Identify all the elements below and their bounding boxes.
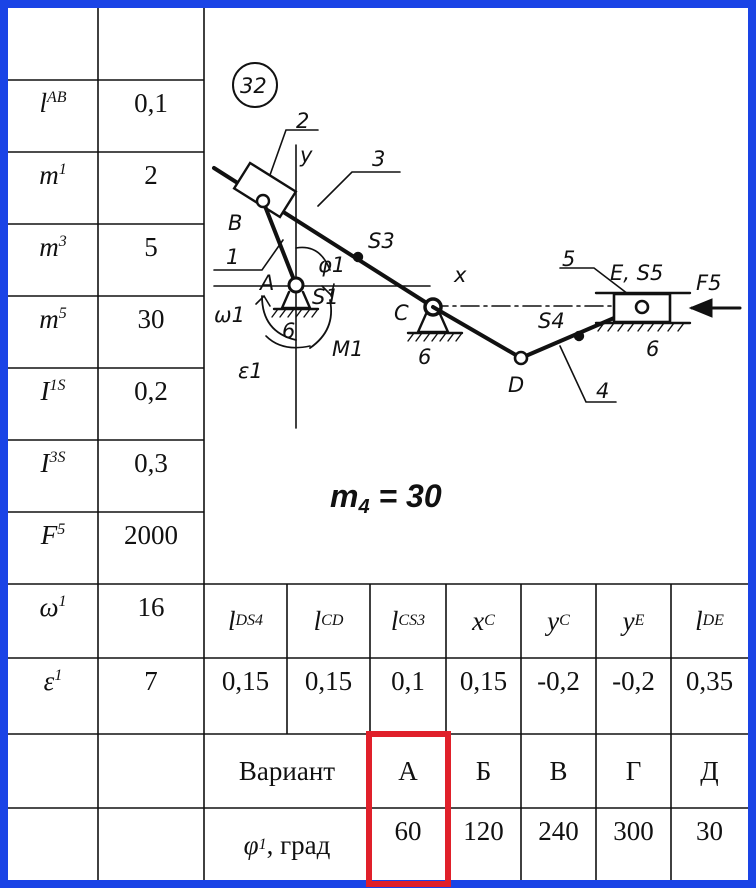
label-f5: F5 [696, 271, 722, 295]
variant-angle-3: 300 [613, 816, 654, 846]
variant-angle-0: 60 [394, 816, 422, 846]
label-1: 1 [226, 245, 240, 269]
param-label-2 [8, 224, 98, 296]
symbol: ε [43, 666, 55, 696]
symbol: l [695, 605, 703, 636]
param-value-6: 2000 [124, 520, 178, 550]
mechanism-diagram [214, 63, 740, 428]
label-phi1: φ1 [318, 253, 346, 277]
leader-3 [318, 172, 400, 206]
angle-label [204, 808, 370, 882]
symbol: m [39, 160, 59, 190]
symbol-subscript: 3 [58, 233, 67, 250]
length-value-6: 0,35 [685, 666, 734, 696]
length-value-2: 0,1 [391, 666, 425, 696]
point-s4 [575, 332, 583, 340]
label-es5: E, S5 [610, 261, 664, 285]
symbol: y [547, 605, 560, 636]
symbol-subscript: CD [321, 612, 344, 629]
label-c: C [394, 301, 409, 325]
symbol-subscript: AB [46, 89, 67, 106]
symbol-subscript: C [484, 612, 495, 629]
symbol-subscript: DS4 [235, 612, 264, 629]
label-y: y [300, 143, 313, 167]
angle-subscript: 1 [258, 836, 267, 853]
param-label-3 [8, 296, 98, 368]
label-d: D [508, 373, 525, 397]
label-s4: S4 [538, 309, 565, 333]
param-label-1 [8, 152, 98, 224]
symbol-subscript: C [559, 612, 570, 629]
length-header-6 [671, 584, 748, 658]
m4-subscript: 4 [358, 496, 370, 518]
label-6b: 6 [418, 345, 432, 369]
label-4: 4 [596, 379, 610, 403]
symbol: l [313, 605, 322, 636]
angle-symbol: φ [243, 829, 259, 860]
symbol: x [472, 605, 485, 636]
leader-1 [214, 240, 283, 270]
param-label-7 [8, 584, 98, 658]
symbol-subscript: 1 [54, 667, 63, 684]
variant-angle-4: 30 [696, 816, 723, 846]
label-m1: M1 [332, 337, 364, 361]
symbol-subscript: 5 [57, 521, 66, 538]
variant-header-label: Вариант [238, 755, 336, 786]
label-6a: 6 [282, 319, 296, 343]
length-value-3: 0,15 [459, 666, 508, 696]
param-label-5 [8, 440, 98, 512]
symbol-subscript: 1S [49, 377, 66, 394]
symbol: I [40, 448, 50, 478]
length-value-5: -0,2 [612, 666, 655, 696]
variant-name-3: Г [625, 755, 642, 786]
symbol: I [40, 376, 50, 406]
symbol: l [390, 605, 399, 636]
param-value-5: 0,3 [134, 448, 168, 478]
label-s1: S1 [312, 285, 339, 309]
length-header-1 [287, 584, 370, 658]
label-b: B [228, 211, 243, 235]
label-a: A [260, 271, 275, 295]
joint-e [636, 301, 648, 313]
symbol: l [227, 605, 236, 636]
label-3: 3 [372, 147, 386, 171]
m4-symbol: m [330, 478, 359, 514]
variant-name-1: Б [475, 755, 492, 786]
label-e1: ε1 [238, 359, 263, 383]
symbol-subscript: 5 [58, 305, 67, 322]
variant-name-2: В [549, 755, 568, 786]
symbol-subscript: 1 [58, 593, 67, 610]
angle-unit: , град [266, 829, 331, 860]
joint-a [289, 278, 303, 292]
length-header-4 [521, 584, 596, 658]
m4-value: = 30 [369, 478, 442, 514]
param-label-8 [8, 658, 98, 734]
point-s3 [354, 253, 362, 261]
symbol: y [622, 605, 635, 636]
label-s3: S3 [368, 229, 395, 253]
param-value-4: 0,2 [134, 376, 168, 406]
length-value-4: -0,2 [537, 666, 580, 696]
param-value-0: 0,1 [134, 88, 168, 118]
label-2: 2 [296, 109, 310, 133]
symbol: l [39, 88, 47, 118]
label-w1: ω1 [214, 303, 245, 327]
symbol: m [39, 304, 59, 334]
symbol: m [39, 232, 59, 262]
param-value-8: 7 [144, 666, 158, 696]
label-number: 32 [240, 74, 267, 98]
symbol: ω [39, 592, 59, 622]
param-label-6 [8, 512, 98, 584]
variant-name-4: Д [700, 755, 719, 786]
length-header-5 [596, 584, 671, 658]
m4-formula [330, 478, 442, 519]
label-x: x [454, 263, 467, 287]
label-6c: 6 [646, 337, 660, 361]
joint-d [515, 352, 527, 364]
symbol-subscript: CS3 [398, 612, 426, 629]
length-value-0: 0,15 [221, 666, 270, 696]
variant-name-0: А [398, 755, 418, 786]
label-5: 5 [562, 247, 576, 271]
symbol-subscript: E [634, 612, 645, 629]
symbol-subscript: 3S [49, 449, 66, 466]
param-value-7: 16 [137, 592, 165, 622]
param-value-2: 5 [144, 232, 158, 262]
length-header-3 [446, 584, 521, 658]
joint-b [257, 195, 269, 207]
variant-angle-1: 120 [463, 816, 504, 846]
diagram-labels [214, 74, 721, 403]
param-value-1: 2 [144, 160, 158, 190]
symbol: F [40, 520, 58, 550]
length-value-1: 0,15 [304, 666, 353, 696]
param-label-4 [8, 368, 98, 440]
length-header-0 [204, 584, 287, 658]
symbol-subscript: 1 [58, 161, 67, 178]
symbol-subscript: DE [702, 612, 724, 629]
variant-angle-2: 240 [538, 816, 579, 846]
param-label-0 [8, 80, 98, 152]
param-value-3: 30 [137, 304, 165, 334]
length-header-2 [370, 584, 446, 658]
